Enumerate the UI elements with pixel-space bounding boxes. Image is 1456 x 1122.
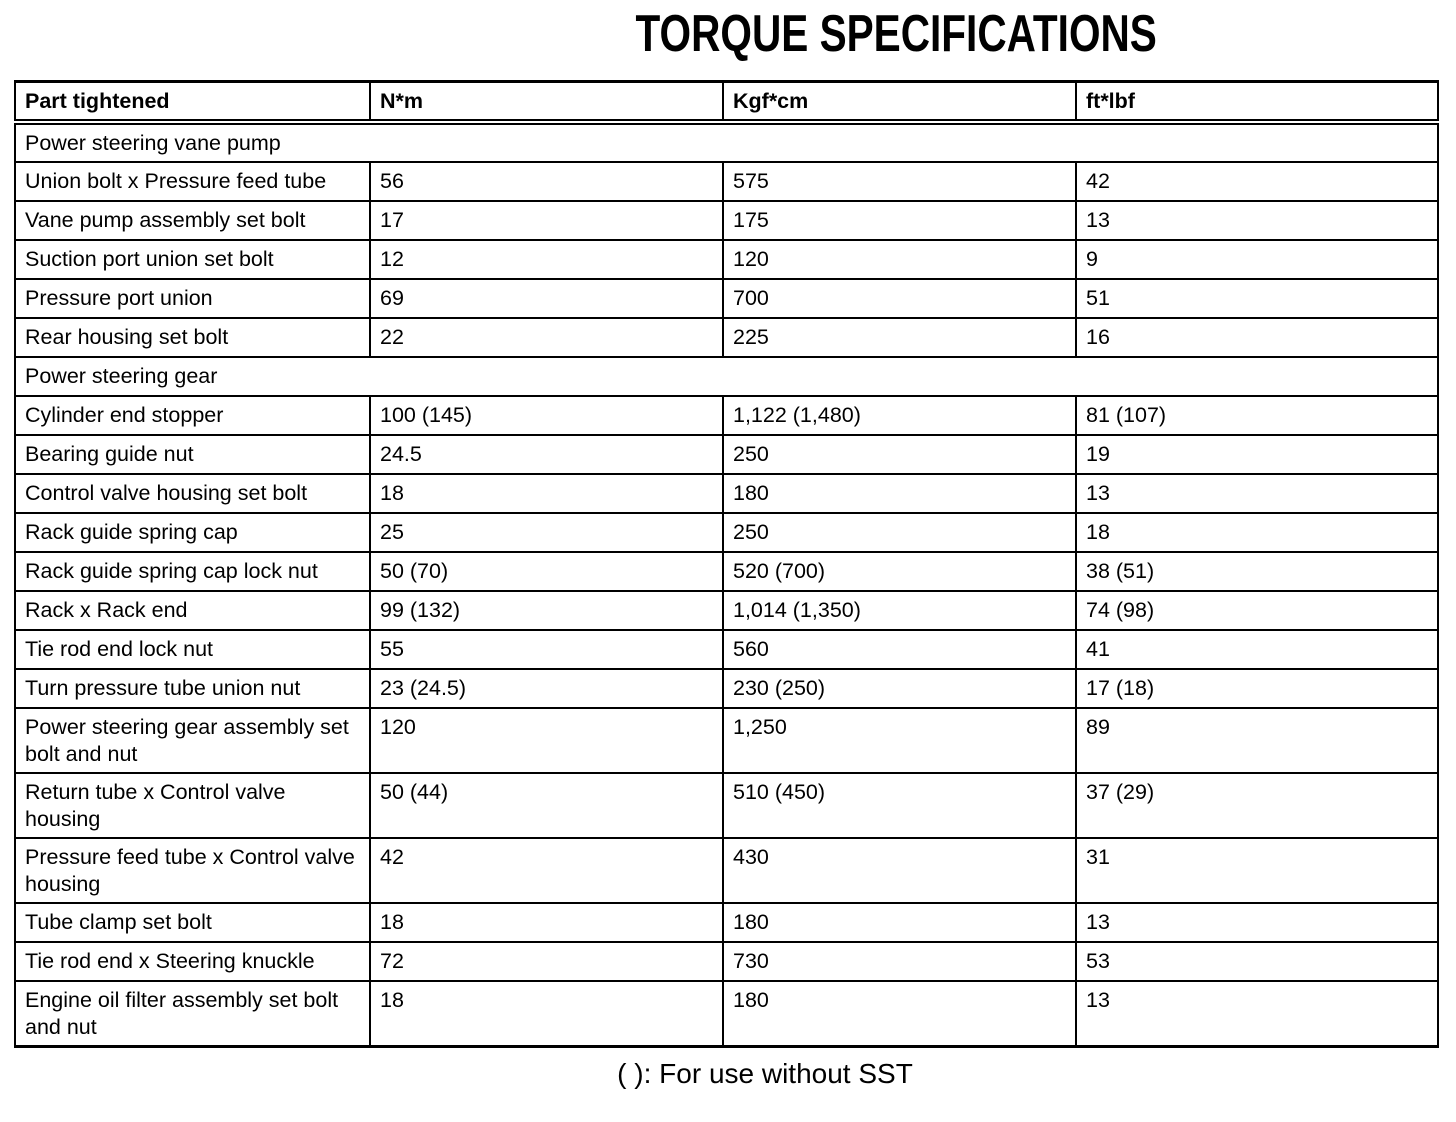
nm-cell: 120 [370, 708, 723, 773]
table-row [15, 279, 1438, 318]
table-row [15, 201, 1438, 240]
table-row [15, 240, 1438, 279]
nm-cell: 99 (132) [370, 591, 723, 630]
table-row [15, 981, 1438, 1047]
ftlbf-cell: 74 (98) [1076, 591, 1438, 630]
kgfcm-cell: 1,250 [723, 708, 1076, 773]
header-kgfcm: Kgf*cm [723, 82, 1076, 123]
nm-cell: 50 (44) [370, 773, 723, 838]
kgfcm-cell: 520 (700) [723, 552, 1076, 591]
part-cell: Power steering gear assembly set bolt and nut [15, 708, 370, 773]
table-row [15, 552, 1438, 591]
nm-cell: 69 [370, 279, 723, 318]
ftlbf-cell: 13 [1076, 981, 1438, 1047]
ftlbf-cell: 31 [1076, 838, 1438, 903]
table-body [15, 122, 1438, 1047]
part-cell: Cylinder end stopper [15, 396, 370, 435]
part-cell: Pressure feed tube x Control valve housing [15, 838, 370, 903]
table-row [15, 903, 1438, 942]
section-label: Power steering vane pump [15, 122, 1438, 162]
part-cell: Rack guide spring cap lock nut [15, 552, 370, 591]
ftlbf-cell: 18 [1076, 513, 1438, 552]
part-cell: Pressure port union [15, 279, 370, 318]
kgfcm-cell: 430 [723, 838, 1076, 903]
table-row [15, 838, 1438, 903]
nm-cell: 72 [370, 942, 723, 981]
table-header [15, 82, 1438, 123]
header-part-tightened: Part tightened [15, 82, 370, 123]
section-row [15, 357, 1438, 396]
section-label: Power steering gear [15, 357, 1438, 396]
part-cell: Suction port union set bolt [15, 240, 370, 279]
kgfcm-cell: 575 [723, 162, 1076, 201]
nm-cell: 12 [370, 240, 723, 279]
kgfcm-cell: 180 [723, 981, 1076, 1047]
kgfcm-cell: 250 [723, 435, 1076, 474]
part-cell: Tie rod end lock nut [15, 630, 370, 669]
table-row [15, 708, 1438, 773]
nm-cell: 100 (145) [370, 396, 723, 435]
footnote: ( ): For use without SST [617, 1058, 913, 1089]
ftlbf-cell: 13 [1076, 474, 1438, 513]
table-row [15, 669, 1438, 708]
part-cell: Tube clamp set bolt [15, 903, 370, 942]
ftlbf-cell: 38 (51) [1076, 552, 1438, 591]
page-title [0, 4, 1456, 64]
part-cell: Engine oil filter assembly set bolt and nut [15, 981, 370, 1047]
table-row [15, 630, 1438, 669]
header-row [15, 82, 1438, 123]
ftlbf-cell: 13 [1076, 201, 1438, 240]
nm-cell: 55 [370, 630, 723, 669]
part-cell: Rear housing set bolt [15, 318, 370, 357]
nm-cell: 18 [370, 981, 723, 1047]
nm-cell: 50 (70) [370, 552, 723, 591]
kgfcm-cell: 120 [723, 240, 1076, 279]
kgfcm-cell: 175 [723, 201, 1076, 240]
kgfcm-cell: 180 [723, 903, 1076, 942]
part-cell: Control valve housing set bolt [15, 474, 370, 513]
ftlbf-cell: 13 [1076, 903, 1438, 942]
part-cell: Union bolt x Pressure feed tube [15, 162, 370, 201]
nm-cell: 56 [370, 162, 723, 201]
table-row [15, 396, 1438, 435]
part-cell: Vane pump assembly set bolt [15, 201, 370, 240]
table-row [15, 435, 1438, 474]
nm-cell: 24.5 [370, 435, 723, 474]
part-cell: Rack guide spring cap [15, 513, 370, 552]
nm-cell: 23 (24.5) [370, 669, 723, 708]
table-row [15, 773, 1438, 838]
nm-cell: 17 [370, 201, 723, 240]
nm-cell: 22 [370, 318, 723, 357]
kgfcm-cell: 1,122 (1,480) [723, 396, 1076, 435]
ftlbf-cell: 89 [1076, 708, 1438, 773]
ftlbf-cell: 16 [1076, 318, 1438, 357]
ftlbf-cell: 41 [1076, 630, 1438, 669]
ftlbf-cell: 81 (107) [1076, 396, 1438, 435]
nm-cell: 42 [370, 838, 723, 903]
table-row [15, 474, 1438, 513]
table-row [15, 162, 1438, 201]
part-cell: Rack x Rack end [15, 591, 370, 630]
table-row [15, 942, 1438, 981]
kgfcm-cell: 230 (250) [723, 669, 1076, 708]
ftlbf-cell: 42 [1076, 162, 1438, 201]
kgfcm-cell: 180 [723, 474, 1076, 513]
kgfcm-cell: 225 [723, 318, 1076, 357]
part-cell: Turn pressure tube union nut [15, 669, 370, 708]
ftlbf-cell: 37 (29) [1076, 773, 1438, 838]
kgfcm-cell: 250 [723, 513, 1076, 552]
kgfcm-cell: 1,014 (1,350) [723, 591, 1076, 630]
header-ftlbf: ft*lbf [1076, 82, 1438, 123]
page-title-text: TORQUE SPECIFICATIONS [635, 5, 1157, 63]
kgfcm-cell: 560 [723, 630, 1076, 669]
ftlbf-cell: 19 [1076, 435, 1438, 474]
kgfcm-cell: 730 [723, 942, 1076, 981]
table-row [15, 591, 1438, 630]
part-cell: Bearing guide nut [15, 435, 370, 474]
ftlbf-cell: 17 (18) [1076, 669, 1438, 708]
nm-cell: 18 [370, 474, 723, 513]
section-row [15, 122, 1438, 162]
torque-spec-table [14, 80, 1439, 1048]
table-row [15, 318, 1438, 357]
ftlbf-cell: 53 [1076, 942, 1438, 981]
ftlbf-cell: 9 [1076, 240, 1438, 279]
ftlbf-cell: 51 [1076, 279, 1438, 318]
header-nm: N*m [370, 82, 723, 123]
kgfcm-cell: 510 (450) [723, 773, 1076, 838]
nm-cell: 18 [370, 903, 723, 942]
part-cell: Return tube x Control valve housing [15, 773, 370, 838]
kgfcm-cell: 700 [723, 279, 1076, 318]
nm-cell: 25 [370, 513, 723, 552]
part-cell: Tie rod end x Steering knuckle [15, 942, 370, 981]
table-row [15, 513, 1438, 552]
